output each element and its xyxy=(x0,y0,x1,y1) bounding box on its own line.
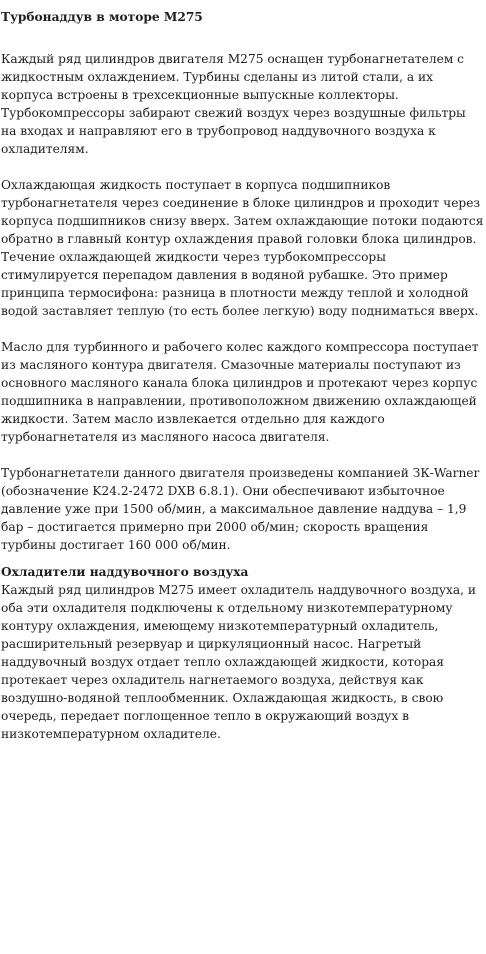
document-title: Турбонаддув в моторе M275 xyxy=(1,10,203,24)
paragraph-intercoolers: Каждый ряд цилиндров M275 имеет охладитель наддувочного воздуха, и оба эти охладителя подключены к отдельному низкотемпературному контуру охлаждения, имеющему низкотемпературный охладитель, расширительный резервуар и циркуляционный насос. Нагретый наддувочный воздух отдает тепло охлаждающей жидкости, которая протекает через охладитель нагнетаемого воздуха, действуя как воздушно-водяной теплообменник. Охлаждающая жидкость, в свою очередь, передает поглощенное тепло в окружающий воздух в низкотемпературном охладителе. xyxy=(1,583,477,741)
section-heading-intercoolers: Охладители наддувочного воздуха xyxy=(1,565,249,579)
paragraph-coolant-flow: Охлаждающая жидкость поступает в корпуса подшипников турбонагнетателя через соединение в блоке цилиндров и проходит через корпуса подшипников снизу вверх. Затем охлаждающие потоки подаются обратно в главный контур охлаждения правой головки блока цилиндров. Течение охлаждающей жидкости через турбокомпрессоры стимулируется перепадом давления в водяной рубашке. Это пример принципа термосифона: разница в плотности между теплой и холодной водой заставляет теплую (то есть более легкую) воду подниматься вверх. xyxy=(1,178,484,318)
paragraph-manufacturer-specs: Турбонагнетатели данного двигателя произведены компанией ЗК-Warner (обозначение K24.2-2472 DXB 6.8.1). Они обеспечивают избыточное давление уже при 1500 об/мин, а максимальное давление наддува – 1,9 бар – достигается примерно при 2000 об/мин; скорость вращения турбины достигает 160 000 об/мин. xyxy=(1,466,480,552)
paragraph-oil-supply: Масло для турбинного и рабочего колес каждого компрессора поступает из масляного контура двигателя. Смазочные материалы поступают из основного масляного канала блока цилиндров и протекают через корпус подшипника в направлении, противоположном движению охлаждающей жидкости. Затем масло извлекается отдельно для каждого турбонагнетателя из масляного насоса двигателя. xyxy=(1,340,479,444)
paragraph-turbo-overview: Каждый ряд цилиндров двигателя M275 оснащен турбонагнетателем с жидкостным охлаждением. Турбины сделаны из литой стали, а их корпуса встроены в трехсекционные выпускные коллекторы. Турбокомпрессоры забирают свежий воздух через воздушные фильтры на входах и направляют его в трубопровод наддувочного воздуха к охладителям. xyxy=(1,52,466,156)
